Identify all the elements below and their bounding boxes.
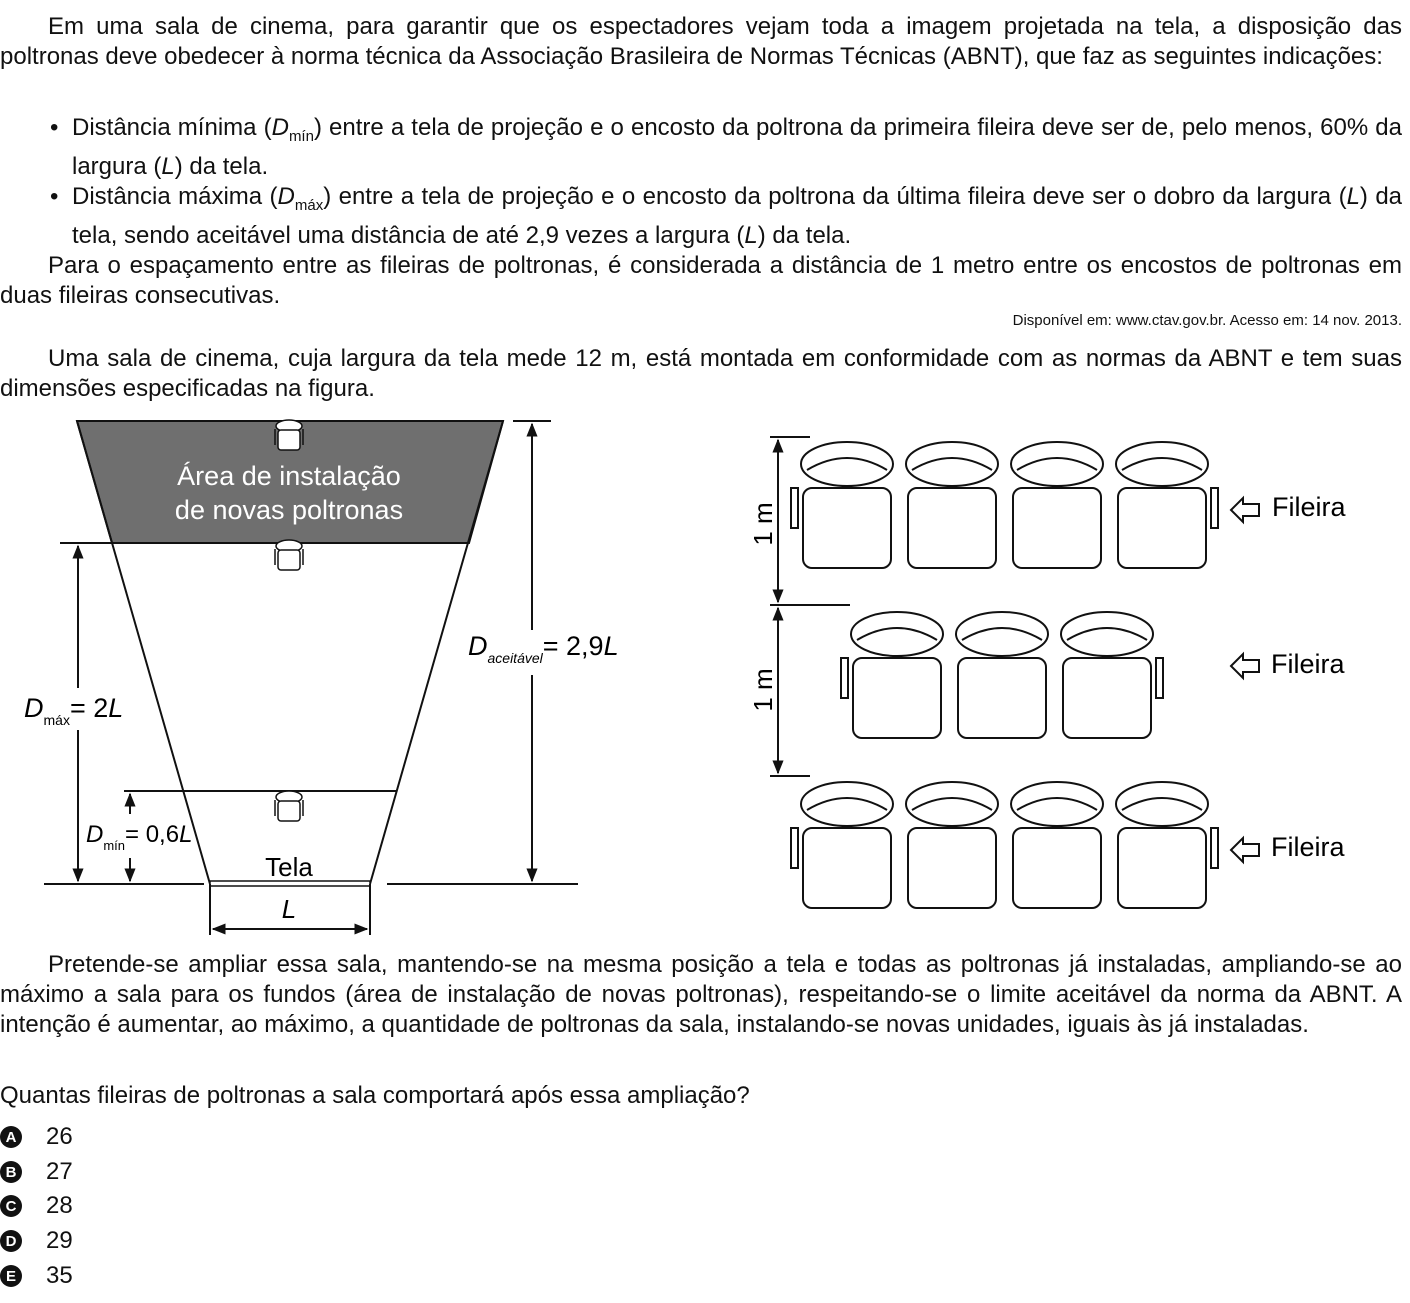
room-trapezoid-diagram bbox=[24, 420, 619, 935]
armrest bbox=[791, 828, 798, 868]
seat-icon bbox=[801, 782, 893, 908]
option-value: 28 bbox=[46, 1192, 73, 1219]
row-arrow-icon bbox=[1231, 498, 1259, 522]
row-arrow-icon bbox=[1231, 838, 1259, 862]
room-paragraph: Uma sala de cinema, cuja largura da tela mede 12 m, está montada em conformidade com as normas da ABNT e tem suas dimensões especificadas na figura. bbox=[0, 345, 1402, 402]
armrest bbox=[1156, 658, 1163, 698]
cinema-figure bbox=[0, 400, 1410, 940]
seat-icon bbox=[1011, 442, 1103, 568]
bullet-distancia-minima: • Distância mínima $(D_{mín})$ entre a tela de projeção e o encosto da poltrona da primeira fileira deve ser de, pelo menos, 60% da largura (L) da tela. bbox=[50, 114, 1402, 180]
area-label-line1: Área de instalação bbox=[177, 461, 401, 491]
row-label-1: Fileira bbox=[1272, 492, 1346, 522]
seat-icon bbox=[801, 442, 893, 568]
option-d[interactable] bbox=[0, 1225, 73, 1257]
d-max-label: $D_{máx}= 2L$ bbox=[24, 693, 124, 728]
option-letter-badge: C bbox=[0, 1195, 22, 1217]
option-value: 29 bbox=[46, 1227, 73, 1254]
option-value: 27 bbox=[46, 1158, 73, 1185]
question-prompt: Quantas fileiras de poltronas a sala comportará após essa ampliação? bbox=[0, 1082, 750, 1109]
seat-icon bbox=[906, 782, 998, 908]
d-min-label: $D_{mín}= 0,6L$ bbox=[86, 821, 193, 853]
option-letter-badge: D bbox=[0, 1230, 22, 1252]
armrest bbox=[1211, 828, 1218, 868]
option-letter-badge: B bbox=[0, 1161, 22, 1183]
source-citation: Disponível em: www.ctav.gov.br. Acesso em: 14 nov. 2013. bbox=[1012, 312, 1402, 329]
bullet-dot: • bbox=[50, 183, 59, 210]
seat-icon bbox=[956, 612, 1048, 738]
seat-icon bbox=[1116, 782, 1208, 908]
seat-rows bbox=[791, 442, 1218, 908]
bullet-distancia-maxima: • Distância máxima $(D_{máx})$ entre a tela de projeção e o encosto da poltrona da última fileira deve ser o dobro da largura (L) da tela, sendo aceitável uma distância de até 2,9 vezes a largura (L) da tela. bbox=[50, 183, 1403, 249]
tela-label: Tela bbox=[265, 852, 313, 882]
row-arrow-icon bbox=[1231, 654, 1259, 678]
chair-icon bbox=[275, 420, 303, 450]
option-letter-badge: A bbox=[0, 1126, 22, 1148]
l-label: L bbox=[281, 894, 297, 924]
d-aceitavel-label: $D_{aceitável}= 2,9L$ bbox=[468, 631, 619, 666]
armrest bbox=[791, 488, 798, 528]
row-label-2: Fileira bbox=[1271, 649, 1345, 679]
chair-icon bbox=[275, 791, 303, 821]
option-value: 35 bbox=[46, 1262, 73, 1289]
seat-icon bbox=[1011, 782, 1103, 908]
seat-icon bbox=[1116, 442, 1208, 568]
spacing-paragraph: Para o espaçamento entre as fileiras de poltronas, é considerada a distância de 1 metro entre os encostos de poltronas em duas fileiras consecutivas. bbox=[0, 252, 1402, 309]
armrest bbox=[841, 658, 848, 698]
option-b[interactable] bbox=[0, 1156, 73, 1188]
chair-icon bbox=[275, 540, 303, 570]
option-a[interactable] bbox=[0, 1121, 73, 1153]
bullet-dot: • bbox=[50, 114, 59, 141]
spacing-label-2: 1 m bbox=[748, 668, 778, 712]
spacing-label-1: 1 m bbox=[748, 502, 778, 546]
row-label-3: Fileira bbox=[1271, 832, 1345, 862]
seat-icon bbox=[1061, 612, 1153, 738]
intro-paragraph: Em uma sala de cinema, para garantir que os espectadores vejam toda a imagem projetada na tela, a disposição das poltronas deve obedecer à norma técnica da Associação Brasileira de Normas Técnicas (ABNT), que faz as seguintes indicações: bbox=[0, 13, 1402, 70]
option-c[interactable] bbox=[0, 1190, 73, 1222]
area-label-line2: de novas poltronas bbox=[174, 495, 404, 525]
option-e[interactable] bbox=[0, 1260, 73, 1292]
option-letter-badge: E bbox=[0, 1265, 22, 1287]
seat-icon bbox=[851, 612, 943, 738]
question-paragraph: Pretende-se ampliar essa sala, mantendo-se na mesma posição a tela e todas as poltronas já instaladas, ampliando-se ao máximo a sala para os fundos (área de instalação de novas poltronas), respeitando-se o limite aceitável da norma da ABNT. A intenção é aumentar, ao máximo, a quantidade de poltronas da sala, instalando-se novas unidades, iguais às já instaladas. bbox=[0, 951, 1402, 1038]
armrest bbox=[1211, 488, 1218, 528]
seat-rows-diagram bbox=[748, 437, 1346, 908]
seat-icon bbox=[906, 442, 998, 568]
option-value: 26 bbox=[46, 1123, 73, 1150]
